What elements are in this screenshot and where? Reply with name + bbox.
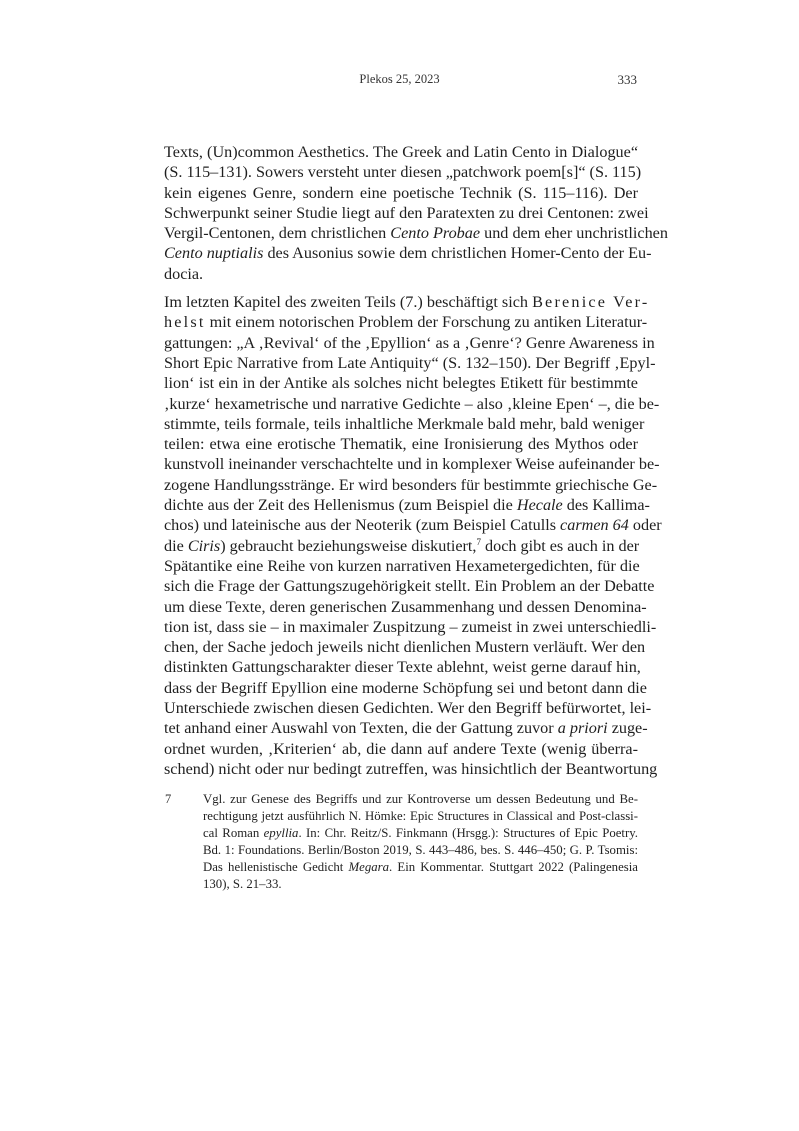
footnote-line: Das hellenistische Gedicht Megara. Ein Kommentar. Stuttgart 2022 (Palingenesia	[203, 860, 638, 874]
footnote-line: Vgl. zur Genese des Begriffs und zur Kontroverse um dessen Bedeutung und Be-	[203, 792, 638, 806]
text-line: teilen: etwa eine erotische Thematik, eine Ironisierung des Mythos oder	[164, 435, 638, 454]
main-text	[164, 142, 668, 779]
work-title: epyllia	[263, 826, 299, 840]
text-line: sich die Frage der Gattungszugehörigkeit stellt. Ein Problem an der Debatte	[164, 577, 655, 596]
text-line: Spätantike eine Reihe von kurzen narrativen Hexametergedichten, für die	[164, 556, 640, 575]
work-title: Cento Probae	[390, 224, 481, 243]
text-line: chen, der Sache jedoch jeweils nicht dienlichen Mustern verläuft. Wer den	[164, 638, 646, 657]
text-line: schend) nicht oder nur bedingt zutreffen, was hinsichtlich der Beantwortung	[164, 759, 658, 778]
author-name: helst	[164, 313, 206, 332]
text-line: ‚kurze‘ hexametrische und narrative Gedichte – also ‚kleine Epen‘ –, die be-	[164, 394, 660, 413]
work-title: Megara	[348, 860, 390, 874]
text-line: distinkten Gattungscharakter dieser Texte ablehnt, weist gerne darauf hin,	[164, 658, 641, 677]
text-line: helst mit einem notorischen Problem der Forschung zu antiken Literatur-	[164, 313, 648, 332]
footnote-text	[203, 791, 638, 893]
text-line: kein eigenes Genre, sondern eine poetische Technik (S. 115–116). Der	[164, 183, 638, 202]
author-name: Berenice Ver-	[532, 293, 650, 312]
footnote-reference[interactable]: 7	[476, 536, 481, 547]
work-title: Cento nuptialis	[164, 244, 264, 263]
paragraph	[164, 142, 668, 284]
text-line: Cento nuptialis des Ausonius sowie dem christlichen Homer-Cento der Eu-	[164, 244, 652, 263]
text-line: chos) und lateinische aus der Neoterik (zum Beispiel Catulls carmen 64 oder	[164, 516, 662, 535]
text-line: zogene Handlungsstränge. Er wird besonders für bestimmte griechische Ge-	[164, 475, 658, 494]
text-line: gattungen: „A ‚Revival‘ of the ‚Epyllion‘ as a ‚Genre‘? Genre Awareness in	[164, 333, 655, 352]
text-line: Texts, (Un)common Aesthetics. The Greek and Latin Cento in Dialogue“	[164, 143, 638, 161]
text-line: die Ciris) gebraucht beziehungsweise diskutiert,$^7$ doch gibt es auch in der	[164, 536, 640, 555]
text-line: Schwerpunkt seiner Studie liegt auf den Paratexten zu drei Centonen: zwei	[164, 203, 649, 222]
latin-phrase: a priori	[557, 719, 608, 738]
text-line: Im letzten Kapitel des zweiten Teils (7.) beschäftigt sich Berenice Ver-	[164, 293, 650, 312]
work-title: Ciris	[187, 536, 221, 555]
page-number: 333	[617, 72, 637, 87]
text-line: lion‘ ist ein in der Antike als solches nicht belegtes Etikett für bestimmte	[164, 374, 638, 393]
text-line: tet anhand einer Auswahl von Texten, die der Gattung zuvor a priori zuge-	[164, 719, 648, 738]
footnote-line: cal Roman epyllia. In: Chr. Reitz/S. Finkmann (Hrsgg.): Structures of Epic Poetry.	[203, 826, 638, 840]
text-line: docia.	[164, 264, 204, 283]
footnote-line: rechtigung jetzt ausführlich N. Hömke: Epic Structures in Classical and Post-classi-	[203, 809, 638, 823]
work-title: carmen 64	[560, 516, 629, 535]
footnote-line: 130), S. 21–33.	[203, 877, 282, 891]
running-header	[0, 72, 799, 92]
footnote-line: Bd. 1: Foundations. Berlin/Boston 2019, S. 443–486, bes. S. 446–450; G. P. Tsomis:	[203, 843, 638, 857]
text-line: kunstvoll ineinander verschachtelte und in komplexer Weise aufeinander be-	[164, 455, 660, 474]
text-line: (S. 115–131). Sowers versteht unter diesen „patchwork poem[s]“ (S. 115)	[164, 163, 642, 182]
journal-title: Plekos 25, 2023	[359, 72, 440, 86]
text-line: dass der Begriff Epyllion eine moderne Schöpfung sei und betont dann die	[164, 678, 647, 697]
footnote-number: 7	[165, 792, 172, 806]
work-title: Hecale	[516, 496, 563, 515]
text-line: ordnet wurden, ‚Kriterien‘ ab, die dann auf andere Texte (wenig überra-	[164, 739, 638, 758]
paragraph	[164, 292, 662, 779]
text-line: Short Epic Narrative from Late Antiquity“ (S. 132–150). Der Begriff ‚Epyl-	[164, 353, 656, 372]
text-line: Unterschiede zwischen diesen Gedichten. Wer den Begriff befürwortet, lei-	[164, 699, 652, 718]
text-line: um diese Texte, deren generischen Zusammenhang und dessen Denomina-	[164, 597, 647, 616]
text-line: dichte aus der Zeit des Hellenismus (zum Beispiel die Hecale des Kallima-	[164, 496, 650, 515]
text-line: tion ist, dass sie – in maximaler Zuspitzung – zumeist in zwei unterschiedli-	[164, 617, 657, 636]
text-line: stimmte, teils formale, teils inhaltliche Merkmale bald mehr, bald weniger	[164, 414, 645, 433]
text-line: Vergil-Centonen, dem christlichen Cento Probae und dem eher unchristlichen	[164, 224, 668, 243]
